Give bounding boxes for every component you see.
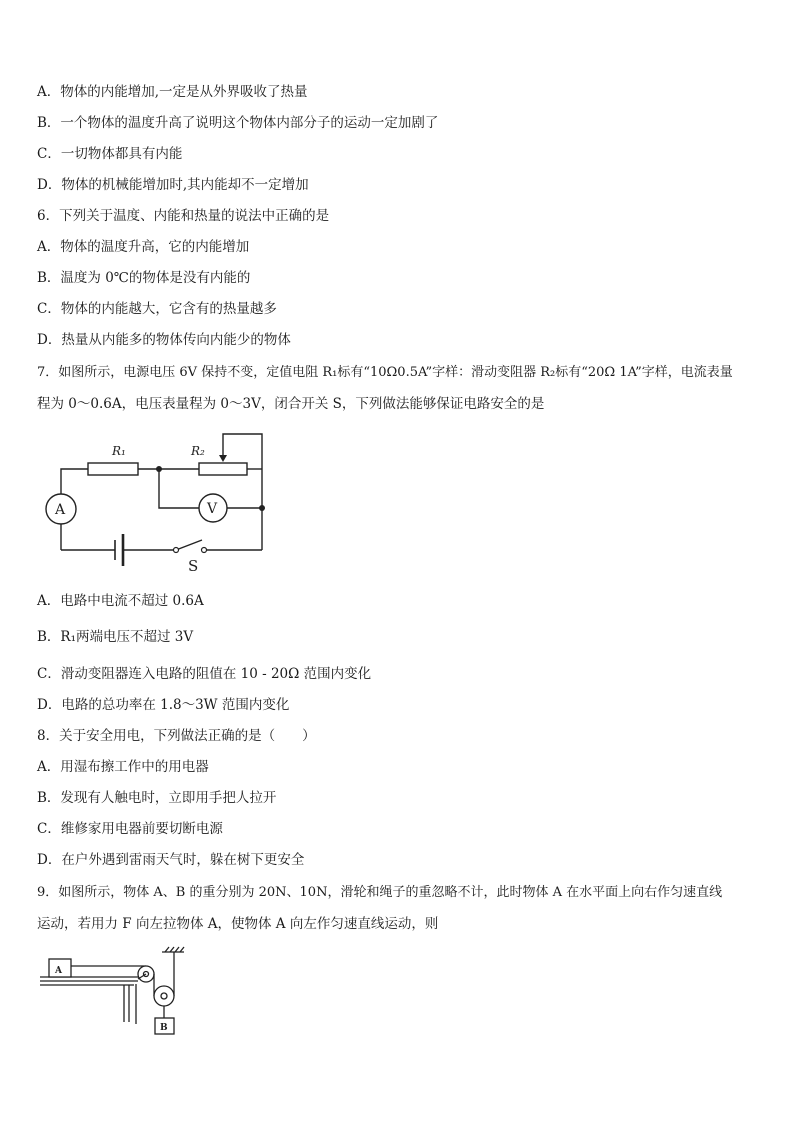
label-r2: R₂ [191,444,205,458]
q6-option-d: D．热量从内能多的物体传向内能少的物体 [37,332,291,348]
q9-stem-line1: 9．如图所示，物体 A、B 的重分别为 20N、10N，滑轮和绳子的重忽略不计，此时物体 A 在水平面上向右作匀速直线 [37,885,723,900]
q5-option-d: D．物体的机械能增加时,其内能却不一定增加 [37,177,309,193]
block-b-label: B [160,1023,168,1033]
voltmeter-label: V [207,501,218,517]
q7-option-d: D．电路的总功率在 1.8～3W 范围内变化 [37,697,290,713]
q6-option-b: B．温度为 0℃的物体是没有内能的 [37,270,251,286]
circuit-diagram [36,428,276,578]
ammeter-label: A [55,502,66,518]
q7-option-a: A．电路中电流不超过 0.6A [37,593,204,609]
q8-option-c: C．维修家用电器前要切断电源 [37,821,223,837]
block-a-label: A [55,966,62,976]
q8-option-a: A．用湿布擦工作中的用电器 [37,759,209,775]
q8-option-d: D．在户外遇到雷雨天气时，躲在树下更安全 [37,852,305,868]
pulley-diagram [38,946,198,1046]
q5-option-b: B．一个物体的温度升高了说明这个物体内部分子的运动一定加剧了 [37,115,439,131]
q9-stem-line2: 运动，若用力 F 向左拉物体 A，使物体 A 向左作匀速直线运动，则 [37,916,439,932]
q6-option-c: C．物体的内能越大，它含有的热量越多 [37,301,277,317]
q6-stem: 6．下列关于温度、内能和热量的说法中正确的是 [37,208,330,224]
q8-option-b: B．发现有人触电时，立即用手把人拉开 [37,790,277,806]
label-r1: R₁ [112,444,126,458]
q6-option-a: A．物体的温度升高，它的内能增加 [37,239,250,255]
switch-label: S [188,557,199,575]
q8-stem: 8．关于安全用电，下列做法正确的是（ ） [37,728,316,744]
q7-stem-line2: 程为 0～0.6A，电压表量程为 0～3V，闭合开关 S，下列做法能够保证电路安全的是 [37,396,545,412]
q7-option-b: B．R₁两端电压不超过 3V [37,629,194,645]
q7-option-c: C．滑动变阻器连入电路的阻值在 10 - 20Ω 范围内变化 [37,666,372,682]
q5-option-c: C．一切物体都具有内能 [37,146,183,162]
q7-stem-line1: 7．如图所示，电源电压 6V 保持不变，定值电阻 R₁标有“10Ω0.5A”字样：滑动变阻器 R₂标有“20Ω 1A”字样，电流表量 [37,365,733,380]
q5-option-a: A．物体的内能增加,一定是从外界吸收了热量 [37,84,308,100]
